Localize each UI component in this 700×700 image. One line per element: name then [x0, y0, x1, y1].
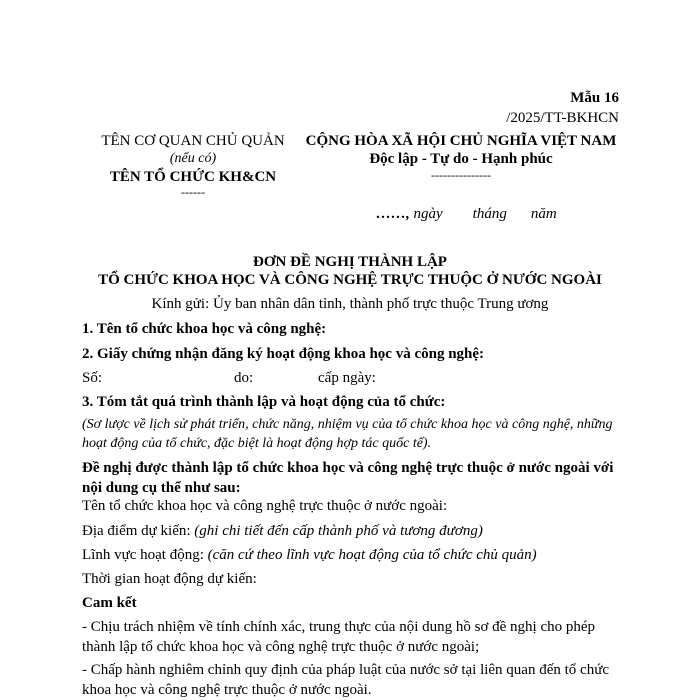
location-label: Địa điểm dự kiến: — [82, 523, 195, 539]
commitment-item-2: - Chấp hành nghiêm chỉnh quy định của pháp luật của nước sở tại liên quan đến tổ chức khoa học và công nghệ trực thuộc ở nước ngoài. — [82, 662, 609, 698]
commitment-item-1: - Chịu trách nhiệm về tính chính xác, trung thực của nội dung hồ sơ đề nghị cho phép thành lập tổ chức khoa học và công nghệ trực thuộc ở nước ngoài; — [82, 619, 596, 655]
certificate-issuer-label: do: — [234, 370, 254, 386]
certificate-date-label: cấp ngày: — [318, 370, 376, 386]
organization-name-line: Tên tổ chức khoa học và công nghệ trực thuộc ở nước ngoài: — [82, 498, 448, 514]
form-code-label: Mẫu 16 — [570, 90, 619, 106]
agency-note: (nếu có) — [169, 151, 217, 166]
circular-number: /2025/TT-BKHCN — [506, 110, 619, 126]
section-3-heading: 3. Tóm tắt quá trình thành lập và hoạt động của tổ chức: — [82, 394, 446, 410]
location-note: (ghi chi tiết đến cấp thành phố và tương đương) — [194, 523, 483, 539]
date-month: tháng — [472, 206, 507, 222]
title-line-2: TỔ CHỨC KHOA HỌC VÀ CÔNG NGHỆ TRỰC THUỘC Ở NƯỚC NGOÀI — [98, 272, 602, 288]
addressee: Kính gửi: Ủy ban nhân dân tỉnh, thành phố trực thuộc Trung ương — [151, 296, 549, 312]
right-header-rule: --------------- — [431, 168, 491, 182]
date-dots: ……, — [376, 206, 414, 222]
nation-name: CỘNG HÒA XÃ HỘI CHỦ NGHĨA VIỆT NAM — [305, 133, 617, 149]
document-title — [60, 253, 640, 289]
date-year: năm — [530, 206, 557, 222]
title-line-1: ĐƠN ĐỀ NGHỊ THÀNH LẬP — [253, 254, 447, 270]
left-header — [90, 132, 296, 198]
field-label: Lĩnh vực hoạt động: — [82, 547, 208, 563]
agency-name: TÊN CƠ QUAN CHỦ QUẢN — [101, 133, 285, 149]
field-note: (căn cứ theo lĩnh vực hoạt động của tổ chức chủ quản) — [207, 547, 537, 563]
field-line — [82, 547, 537, 564]
section-2-heading: 2. Giấy chứng nhận đăng ký hoạt động khoa học và công nghệ: — [82, 346, 485, 362]
date-line — [376, 206, 557, 223]
location-line — [82, 523, 483, 540]
section-1-heading: 1. Tên tổ chức khoa học và công nghệ: — [82, 321, 327, 337]
commitment-heading: Cam kết — [82, 595, 137, 611]
certificate-number-label: Số: — [82, 370, 103, 386]
national-motto: Độc lập - Tự do - Hạnh phúc — [369, 151, 553, 167]
date-day: ngày — [413, 206, 443, 222]
section-3-note: (Sơ lược về lịch sử phát triển, chức năng, nhiệm vụ của tổ chức khoa học và công nghệ, những hoạt động của tổ chức, đặc biệt là hoạt động hợp tác quốc tế). — [82, 417, 613, 451]
left-header-rule: ------ — [181, 185, 205, 199]
proposal-heading: Đề nghị được thành lập tổ chức khoa học và công nghệ trực thuộc ở nước ngoài với nội dung cụ thể như sau: — [82, 460, 614, 496]
duration-line: Thời gian hoạt động dự kiến: — [82, 571, 257, 587]
right-header — [300, 132, 622, 182]
organization-name: TÊN TỔ CHỨC KH&CN — [109, 169, 277, 185]
